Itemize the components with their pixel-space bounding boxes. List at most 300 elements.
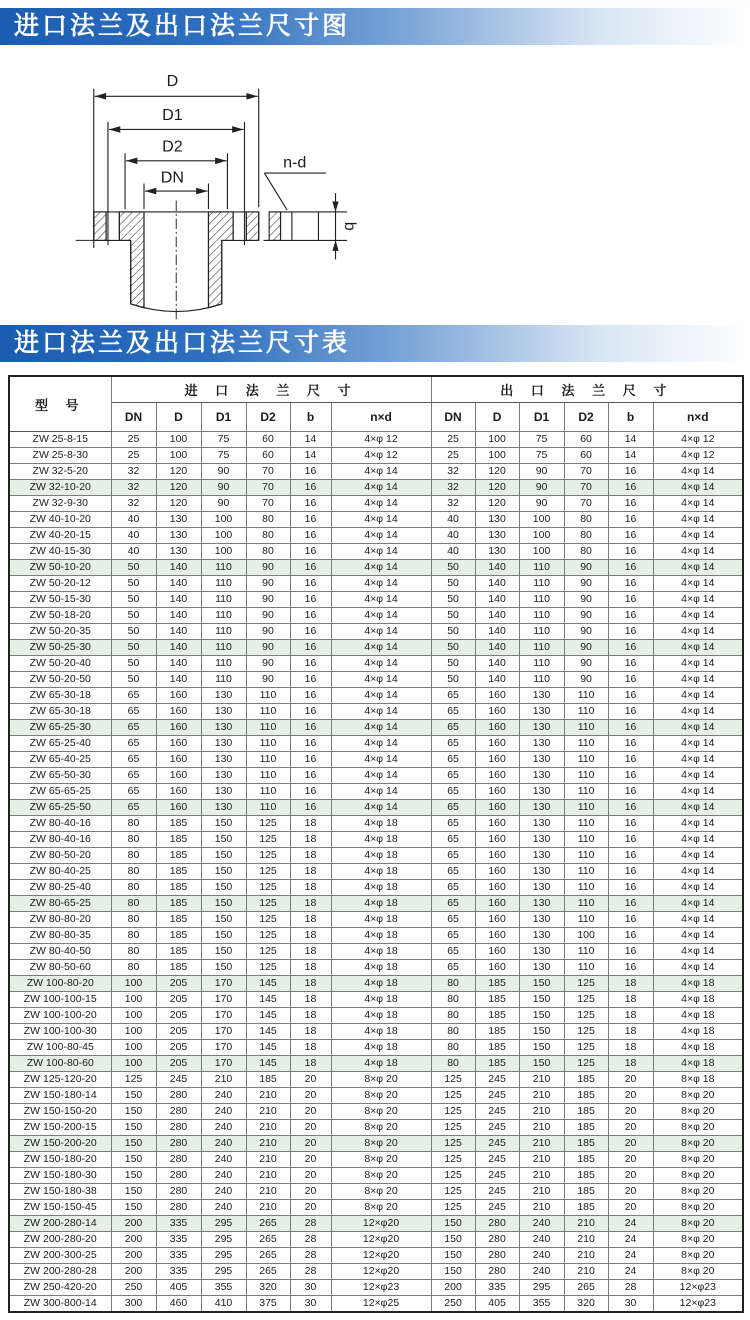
value-cell: 16: [290, 784, 331, 800]
value-cell: 160: [475, 880, 519, 896]
value-cell: 120: [475, 464, 519, 480]
value-cell: 110: [564, 768, 608, 784]
value-cell: 280: [475, 1216, 519, 1232]
value-cell: 210: [246, 1184, 290, 1200]
value-cell: 100: [519, 528, 564, 544]
model-cell: ZW 32-5-20: [9, 464, 111, 480]
value-cell: 295: [519, 1280, 564, 1296]
table-row: [9, 1136, 743, 1152]
value-cell: 20: [608, 1184, 653, 1200]
value-cell: 80: [111, 928, 156, 944]
value-cell: 210: [246, 1120, 290, 1136]
value-cell: 130: [201, 688, 246, 704]
value-cell: 16: [290, 656, 331, 672]
value-cell: 150: [431, 1232, 475, 1248]
value-cell: 8×φ 20: [331, 1136, 431, 1152]
value-cell: 4×φ 14: [653, 496, 743, 512]
value-cell: 210: [246, 1152, 290, 1168]
value-cell: 16: [290, 464, 331, 480]
value-cell: 50: [431, 576, 475, 592]
value-cell: 16: [608, 592, 653, 608]
table-row: [9, 1248, 743, 1264]
value-cell: 80: [111, 832, 156, 848]
value-cell: 110: [201, 592, 246, 608]
value-cell: 65: [431, 816, 475, 832]
value-cell: 210: [201, 1072, 246, 1088]
value-cell: 205: [156, 1008, 201, 1024]
value-cell: 145: [246, 976, 290, 992]
value-cell: 4×φ 14: [331, 512, 431, 528]
value-cell: 240: [201, 1152, 246, 1168]
top-gap: [0, 0, 750, 8]
value-cell: 210: [519, 1136, 564, 1152]
value-cell: 125: [431, 1168, 475, 1184]
value-cell: 90: [564, 640, 608, 656]
value-cell: 80: [246, 512, 290, 528]
value-cell: 210: [519, 1200, 564, 1216]
value-cell: 130: [519, 736, 564, 752]
value-cell: 70: [246, 464, 290, 480]
value-cell: 240: [201, 1088, 246, 1104]
model-cell: ZW 65-25-40: [9, 736, 111, 752]
value-cell: 65: [431, 944, 475, 960]
value-cell: 4×φ 14: [653, 832, 743, 848]
value-cell: 20: [608, 1072, 653, 1088]
value-cell: 90: [246, 560, 290, 576]
value-cell: 4×φ 14: [653, 576, 743, 592]
value-cell: 280: [156, 1200, 201, 1216]
value-cell: 185: [564, 1152, 608, 1168]
model-cell: ZW 200-280-14: [9, 1216, 111, 1232]
value-cell: 110: [564, 752, 608, 768]
value-cell: 4×φ 14: [653, 896, 743, 912]
value-cell: 170: [201, 1056, 246, 1072]
value-cell: 245: [475, 1088, 519, 1104]
value-cell: 8×φ 20: [653, 1248, 743, 1264]
table-row: [9, 720, 743, 736]
value-cell: 100: [111, 992, 156, 1008]
table-row: [9, 992, 743, 1008]
value-cell: 65: [111, 736, 156, 752]
value-cell: 335: [475, 1280, 519, 1296]
value-cell: 18: [608, 992, 653, 1008]
value-cell: 65: [111, 768, 156, 784]
value-cell: 80: [431, 992, 475, 1008]
value-cell: 30: [290, 1296, 331, 1313]
value-cell: 110: [246, 752, 290, 768]
value-cell: 185: [156, 960, 201, 976]
value-cell: 16: [290, 560, 331, 576]
value-cell: 4×φ 18: [331, 928, 431, 944]
table-row: [9, 672, 743, 688]
model-cell: ZW 300-800-14: [9, 1296, 111, 1313]
value-cell: 245: [156, 1072, 201, 1088]
value-cell: 16: [290, 512, 331, 528]
model-cell: ZW 65-40-25: [9, 752, 111, 768]
value-cell: 16: [290, 704, 331, 720]
value-cell: 4×φ 14: [653, 592, 743, 608]
value-cell: 150: [201, 960, 246, 976]
value-cell: 4×φ 14: [331, 752, 431, 768]
value-cell: 120: [156, 464, 201, 480]
value-cell: 90: [201, 464, 246, 480]
value-cell: 16: [608, 752, 653, 768]
value-cell: 8×φ 20: [653, 1120, 743, 1136]
value-cell: 140: [475, 672, 519, 688]
value-cell: 65: [111, 800, 156, 816]
value-cell: 130: [201, 736, 246, 752]
value-cell: 185: [475, 1040, 519, 1056]
value-cell: 24: [608, 1216, 653, 1232]
value-cell: 125: [246, 864, 290, 880]
value-cell: 16: [608, 624, 653, 640]
value-cell: 110: [201, 576, 246, 592]
value-cell: 125: [564, 1056, 608, 1072]
value-cell: 80: [111, 848, 156, 864]
model-cell: ZW 100-80-45: [9, 1040, 111, 1056]
value-cell: 125: [246, 960, 290, 976]
value-cell: 4×φ 18: [653, 1056, 743, 1072]
value-cell: 160: [475, 944, 519, 960]
value-cell: 160: [156, 768, 201, 784]
value-cell: 12×φ20: [331, 1264, 431, 1280]
value-cell: 16: [608, 688, 653, 704]
model-cell: ZW 65-25-50: [9, 800, 111, 816]
value-cell: 125: [246, 928, 290, 944]
value-cell: 4×φ 18: [331, 816, 431, 832]
value-cell: 130: [201, 784, 246, 800]
value-cell: 170: [201, 992, 246, 1008]
value-cell: 4×φ 14: [653, 880, 743, 896]
value-cell: 130: [475, 544, 519, 560]
value-cell: 335: [156, 1216, 201, 1232]
value-cell: 18: [290, 896, 331, 912]
value-cell: 280: [156, 1168, 201, 1184]
value-cell: 125: [431, 1120, 475, 1136]
value-cell: 280: [475, 1232, 519, 1248]
value-cell: 50: [111, 656, 156, 672]
value-cell: 245: [475, 1136, 519, 1152]
value-cell: 4×φ 14: [653, 624, 743, 640]
value-cell: 125: [564, 1024, 608, 1040]
value-cell: 245: [475, 1184, 519, 1200]
value-cell: 125: [111, 1072, 156, 1088]
value-cell: 240: [519, 1248, 564, 1264]
value-cell: 16: [290, 672, 331, 688]
table-row: [9, 1232, 743, 1248]
value-cell: 280: [156, 1104, 201, 1120]
value-cell: 8×φ 20: [331, 1088, 431, 1104]
value-cell: 16: [608, 672, 653, 688]
model-cell: ZW 80-40-16: [9, 832, 111, 848]
value-cell: 4×φ 14: [331, 768, 431, 784]
model-cell: ZW 80-65-25: [9, 896, 111, 912]
value-cell: 110: [564, 784, 608, 800]
table-row: [9, 448, 743, 464]
value-cell: 160: [475, 720, 519, 736]
value-cell: 4×φ 18: [331, 992, 431, 1008]
value-cell: 20: [290, 1152, 331, 1168]
table-row: [9, 1152, 743, 1168]
table-row: [9, 1008, 743, 1024]
value-cell: 4×φ 14: [653, 512, 743, 528]
value-cell: 24: [608, 1264, 653, 1280]
value-cell: 18: [608, 1056, 653, 1072]
value-cell: 14: [290, 448, 331, 464]
value-cell: 8×φ 20: [653, 1152, 743, 1168]
model-cell: ZW 150-150-20: [9, 1104, 111, 1120]
table-row: [9, 1264, 743, 1280]
value-cell: 8×φ 20: [653, 1216, 743, 1232]
value-cell: 4×φ 18: [331, 976, 431, 992]
value-cell: 140: [475, 576, 519, 592]
table-row: [9, 528, 743, 544]
value-cell: 150: [519, 1024, 564, 1040]
value-cell: 8×φ 20: [653, 1264, 743, 1280]
value-cell: 295: [201, 1248, 246, 1264]
value-cell: 60: [246, 448, 290, 464]
value-cell: 4×φ 18: [653, 976, 743, 992]
value-cell: 18: [290, 1056, 331, 1072]
value-cell: 4×φ 14: [653, 480, 743, 496]
value-cell: 4×φ 12: [331, 432, 431, 448]
value-cell: 110: [519, 624, 564, 640]
value-cell: 160: [475, 688, 519, 704]
value-cell: 65: [111, 688, 156, 704]
model-cell: ZW 80-50-20: [9, 848, 111, 864]
value-cell: 185: [246, 1072, 290, 1088]
value-cell: 110: [564, 800, 608, 816]
value-cell: 4×φ 14: [331, 544, 431, 560]
value-cell: 4×φ 14: [331, 800, 431, 816]
value-cell: 80: [111, 816, 156, 832]
value-cell: 4×φ 14: [331, 480, 431, 496]
value-cell: 90: [246, 640, 290, 656]
value-cell: 140: [156, 560, 201, 576]
value-cell: 110: [519, 640, 564, 656]
value-cell: 160: [156, 784, 201, 800]
value-cell: 65: [431, 752, 475, 768]
value-cell: 16: [290, 624, 331, 640]
value-cell: 150: [519, 1056, 564, 1072]
model-cell: ZW 65-65-25: [9, 784, 111, 800]
value-cell: 8×φ 20: [331, 1152, 431, 1168]
table-row: [9, 736, 743, 752]
value-cell: 110: [564, 880, 608, 896]
value-cell: 110: [564, 688, 608, 704]
value-cell: 130: [156, 544, 201, 560]
value-cell: 18: [290, 848, 331, 864]
value-cell: 150: [111, 1120, 156, 1136]
model-cell: ZW 50-20-50: [9, 672, 111, 688]
value-cell: 150: [519, 992, 564, 1008]
value-cell: 65: [431, 736, 475, 752]
value-cell: 150: [111, 1104, 156, 1120]
value-cell: 70: [564, 496, 608, 512]
value-cell: 125: [246, 912, 290, 928]
value-cell: 16: [608, 736, 653, 752]
dim-label-d2: D2: [162, 137, 183, 156]
value-cell: 90: [201, 496, 246, 512]
value-cell: 130: [519, 752, 564, 768]
value-cell: 4×φ 14: [653, 720, 743, 736]
value-cell: 245: [475, 1120, 519, 1136]
value-cell: 160: [156, 800, 201, 816]
value-cell: 185: [156, 864, 201, 880]
value-cell: 250: [111, 1280, 156, 1296]
value-cell: 8×φ 20: [653, 1168, 743, 1184]
value-cell: 16: [290, 688, 331, 704]
value-cell: 185: [156, 896, 201, 912]
value-cell: 32: [111, 496, 156, 512]
value-cell: 4×φ 14: [653, 736, 743, 752]
value-cell: 80: [111, 896, 156, 912]
value-cell: 145: [246, 1056, 290, 1072]
value-cell: 16: [608, 720, 653, 736]
model-cell: ZW 80-40-50: [9, 944, 111, 960]
value-cell: 4×φ 18: [331, 864, 431, 880]
table-row: [9, 752, 743, 768]
value-cell: 16: [608, 608, 653, 624]
value-cell: 185: [156, 816, 201, 832]
value-cell: 80: [246, 544, 290, 560]
value-cell: 16: [608, 656, 653, 672]
value-cell: 125: [246, 832, 290, 848]
value-cell: 210: [519, 1104, 564, 1120]
value-cell: 4×φ 14: [331, 672, 431, 688]
value-cell: 110: [201, 624, 246, 640]
value-cell: 125: [431, 1088, 475, 1104]
table-row: [9, 576, 743, 592]
model-cell: ZW 200-280-20: [9, 1232, 111, 1248]
value-cell: 18: [608, 1040, 653, 1056]
value-cell: 130: [519, 912, 564, 928]
value-cell: 90: [246, 672, 290, 688]
value-cell: 160: [475, 768, 519, 784]
value-cell: 4×φ 18: [653, 1008, 743, 1024]
value-cell: 280: [156, 1136, 201, 1152]
value-cell: 205: [156, 1056, 201, 1072]
value-cell: 70: [246, 480, 290, 496]
value-cell: 16: [290, 736, 331, 752]
model-cell: ZW 80-25-40: [9, 880, 111, 896]
value-cell: 16: [608, 464, 653, 480]
model-cell: ZW 25-8-30: [9, 448, 111, 464]
value-cell: 210: [246, 1088, 290, 1104]
value-cell: 150: [201, 816, 246, 832]
value-cell: 4×φ 14: [331, 688, 431, 704]
value-cell: 160: [475, 752, 519, 768]
table-row: [9, 1216, 743, 1232]
value-cell: 185: [564, 1184, 608, 1200]
value-cell: 80: [431, 1040, 475, 1056]
table-row: [9, 1104, 743, 1120]
value-cell: 4×φ 14: [331, 624, 431, 640]
value-cell: 4×φ 18: [331, 1040, 431, 1056]
value-cell: 185: [156, 928, 201, 944]
value-cell: 65: [111, 704, 156, 720]
table-row: [9, 1280, 743, 1296]
value-cell: 50: [431, 560, 475, 576]
value-cell: 185: [475, 1008, 519, 1024]
outlet-col-nxd: n×d: [653, 403, 743, 432]
table-row: [9, 784, 743, 800]
model-cell: ZW 40-20-15: [9, 528, 111, 544]
value-cell: 145: [246, 1024, 290, 1040]
model-cell: ZW 50-25-30: [9, 640, 111, 656]
value-cell: 4×φ 12: [331, 448, 431, 464]
model-cell: ZW 100-100-30: [9, 1024, 111, 1040]
value-cell: 210: [564, 1264, 608, 1280]
value-cell: 16: [608, 704, 653, 720]
value-cell: 90: [519, 496, 564, 512]
value-cell: 4×φ 14: [331, 720, 431, 736]
value-cell: 210: [519, 1088, 564, 1104]
value-cell: 185: [475, 976, 519, 992]
value-cell: 16: [608, 864, 653, 880]
value-cell: 140: [156, 608, 201, 624]
value-cell: 40: [111, 512, 156, 528]
value-cell: 140: [475, 560, 519, 576]
value-cell: 16: [608, 480, 653, 496]
value-cell: 200: [111, 1264, 156, 1280]
value-cell: 150: [201, 928, 246, 944]
value-cell: 90: [246, 608, 290, 624]
value-cell: 16: [290, 768, 331, 784]
value-cell: 90: [246, 592, 290, 608]
value-cell: 100: [564, 928, 608, 944]
value-cell: 405: [156, 1280, 201, 1296]
value-cell: 16: [608, 512, 653, 528]
value-cell: 280: [156, 1088, 201, 1104]
value-cell: 160: [475, 864, 519, 880]
value-cell: 160: [475, 832, 519, 848]
value-cell: 4×φ 14: [653, 752, 743, 768]
value-cell: 8×φ 20: [331, 1120, 431, 1136]
table-row: [9, 1184, 743, 1200]
value-cell: 160: [475, 816, 519, 832]
value-cell: 245: [475, 1200, 519, 1216]
table-row: [9, 496, 743, 512]
value-cell: 110: [564, 944, 608, 960]
value-cell: 4×φ 18: [331, 1024, 431, 1040]
value-cell: 140: [156, 592, 201, 608]
value-cell: 125: [431, 1072, 475, 1088]
value-cell: 130: [519, 800, 564, 816]
value-cell: 125: [246, 896, 290, 912]
value-cell: 16: [290, 640, 331, 656]
value-cell: 65: [431, 896, 475, 912]
value-cell: 80: [111, 944, 156, 960]
value-cell: 16: [608, 960, 653, 976]
value-cell: 100: [111, 976, 156, 992]
table-row: [9, 512, 743, 528]
value-cell: 40: [111, 544, 156, 560]
model-cell: ZW 125-120-20: [9, 1072, 111, 1088]
value-cell: 280: [475, 1264, 519, 1280]
value-cell: 25: [431, 448, 475, 464]
table-row: [9, 768, 743, 784]
value-cell: 125: [564, 1040, 608, 1056]
value-cell: 460: [156, 1296, 201, 1313]
diagram-banner: [0, 8, 750, 45]
value-cell: 4×φ 14: [331, 464, 431, 480]
value-cell: 110: [519, 592, 564, 608]
value-cell: 20: [290, 1104, 331, 1120]
value-cell: 16: [290, 752, 331, 768]
value-cell: 110: [564, 896, 608, 912]
model-cell: ZW 250-420-20: [9, 1280, 111, 1296]
